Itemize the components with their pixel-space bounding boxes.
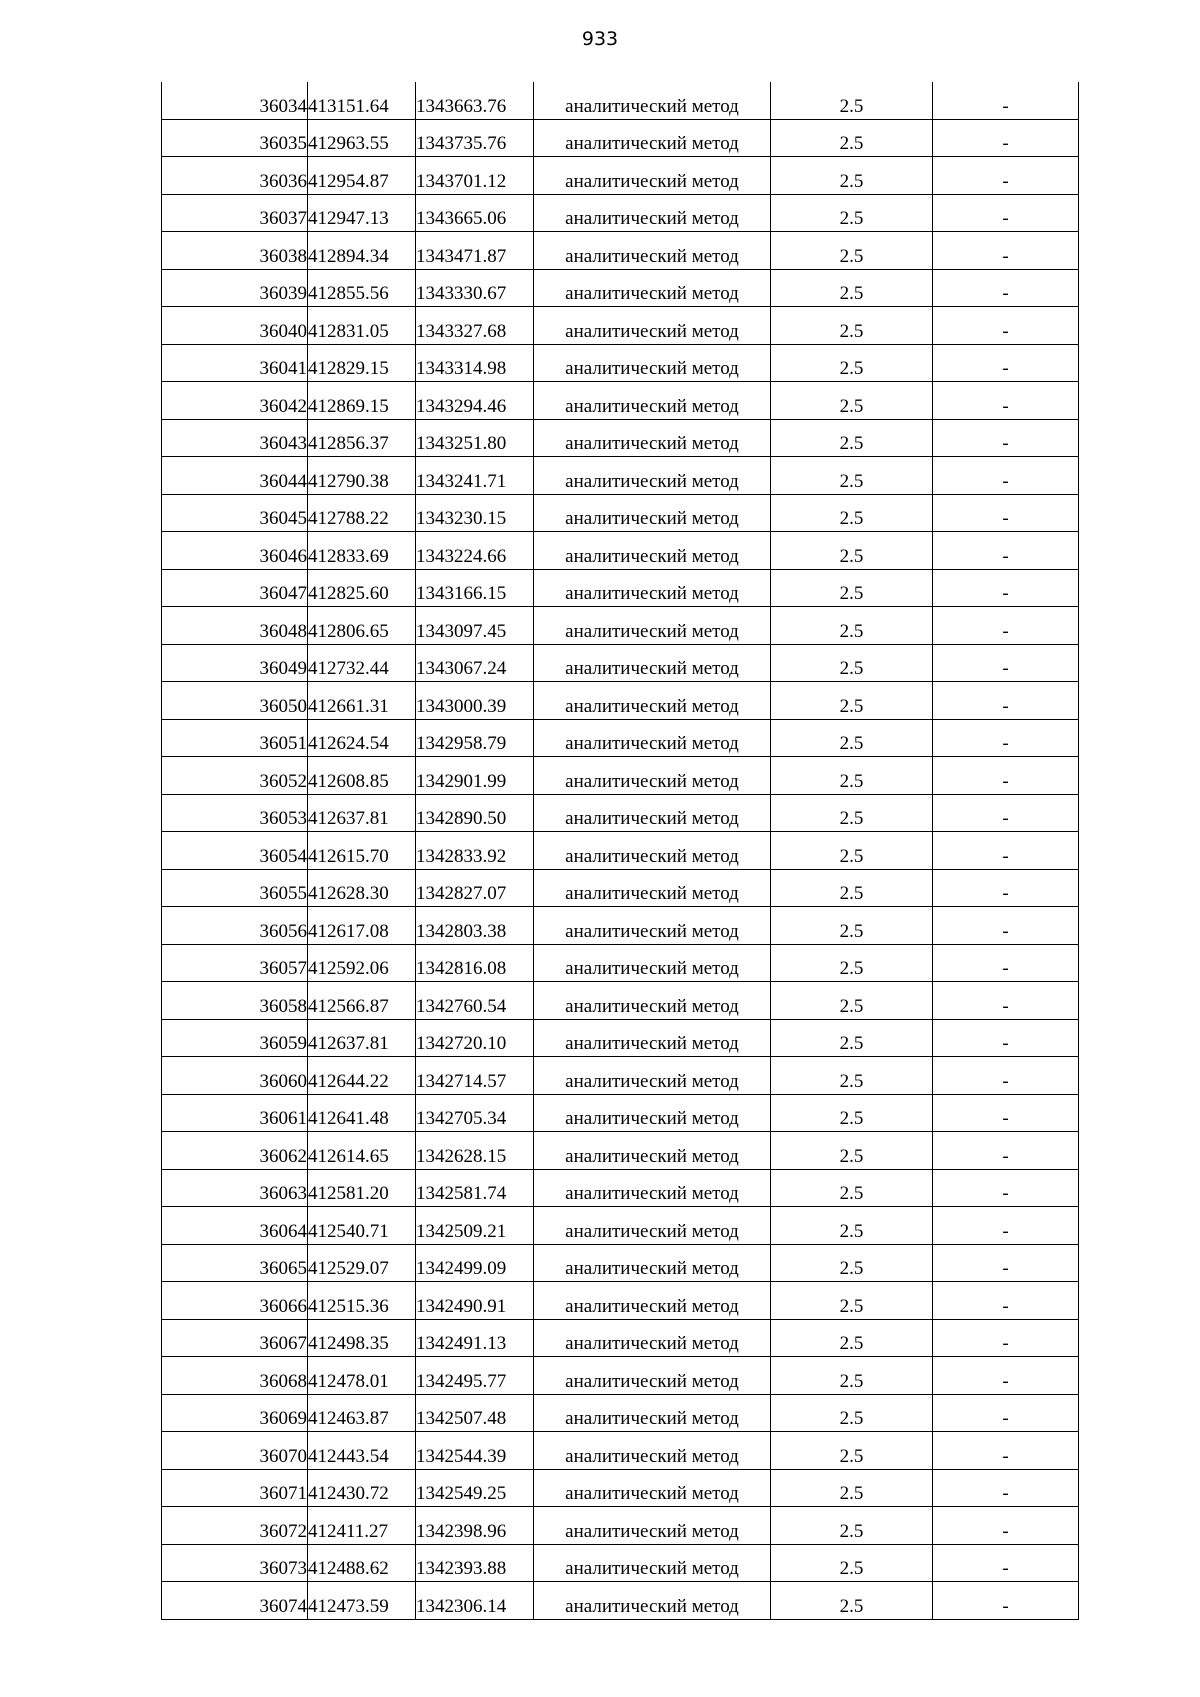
error-cell: 2.5 <box>771 1582 933 1620</box>
point-number-cell: 36072 <box>162 1507 308 1545</box>
note-cell: - <box>933 719 1079 757</box>
error-cell: 2.5 <box>771 419 933 457</box>
table-row <box>162 607 1079 645</box>
method-cell: аналитический метод <box>534 119 771 157</box>
x-coordinate-cell: 412581.20 <box>308 1169 416 1207</box>
error-cell: 2.5 <box>771 682 933 720</box>
error-cell: 2.5 <box>771 607 933 645</box>
table-row <box>162 719 1079 757</box>
table-row <box>162 644 1079 682</box>
point-number-cell: 36045 <box>162 494 308 532</box>
method-cell: аналитический метод <box>534 457 771 495</box>
method-cell: аналитический метод <box>534 794 771 832</box>
method-cell: аналитический метод <box>534 1319 771 1357</box>
point-number-cell: 36061 <box>162 1094 308 1132</box>
table-row <box>162 569 1079 607</box>
error-cell: 2.5 <box>771 569 933 607</box>
point-number-cell: 36074 <box>162 1582 308 1620</box>
method-cell: аналитический метод <box>534 1582 771 1620</box>
point-number-cell: 36054 <box>162 832 308 870</box>
table-row <box>162 1094 1079 1132</box>
table-row <box>162 382 1079 420</box>
x-coordinate-cell: 412411.27 <box>308 1507 416 1545</box>
error-cell: 2.5 <box>771 757 933 795</box>
note-cell: - <box>933 1357 1079 1395</box>
note-cell: - <box>933 307 1079 345</box>
point-number-cell: 36053 <box>162 794 308 832</box>
error-cell: 2.5 <box>771 1094 933 1132</box>
point-number-cell: 36065 <box>162 1244 308 1282</box>
point-number-cell: 36073 <box>162 1544 308 1582</box>
y-coordinate-cell: 1342581.74 <box>416 1169 534 1207</box>
note-cell: - <box>933 532 1079 570</box>
point-number-cell: 36067 <box>162 1319 308 1357</box>
method-cell: аналитический метод <box>534 194 771 232</box>
table-row <box>162 794 1079 832</box>
y-coordinate-cell: 1342803.38 <box>416 907 534 945</box>
error-cell: 2.5 <box>771 644 933 682</box>
point-number-cell: 36068 <box>162 1357 308 1395</box>
y-coordinate-cell: 1343735.76 <box>416 119 534 157</box>
method-cell: аналитический метод <box>534 1244 771 1282</box>
y-coordinate-cell: 1342705.34 <box>416 1094 534 1132</box>
point-number-cell: 36034 <box>162 82 308 119</box>
error-cell: 2.5 <box>771 157 933 195</box>
x-coordinate-cell: 412661.31 <box>308 682 416 720</box>
y-coordinate-cell: 1342398.96 <box>416 1507 534 1545</box>
x-coordinate-cell: 412515.36 <box>308 1282 416 1320</box>
note-cell: - <box>933 119 1079 157</box>
method-cell: аналитический метод <box>534 1057 771 1095</box>
y-coordinate-cell: 1342827.07 <box>416 869 534 907</box>
method-cell: аналитический метод <box>534 232 771 270</box>
y-coordinate-cell: 1343665.06 <box>416 194 534 232</box>
table-row <box>162 1019 1079 1057</box>
x-coordinate-cell: 412628.30 <box>308 869 416 907</box>
point-number-cell: 36063 <box>162 1169 308 1207</box>
x-coordinate-cell: 412608.85 <box>308 757 416 795</box>
method-cell: аналитический метод <box>534 1432 771 1470</box>
table-row <box>162 232 1079 270</box>
method-cell: аналитический метод <box>534 607 771 645</box>
table-row <box>162 1207 1079 1245</box>
y-coordinate-cell: 1343330.67 <box>416 269 534 307</box>
note-cell: - <box>933 419 1079 457</box>
error-cell: 2.5 <box>771 907 933 945</box>
method-cell: аналитический метод <box>534 82 771 119</box>
table-row <box>162 494 1079 532</box>
y-coordinate-cell: 1343471.87 <box>416 232 534 270</box>
method-cell: аналитический метод <box>534 682 771 720</box>
x-coordinate-cell: 412806.65 <box>308 607 416 645</box>
point-number-cell: 36040 <box>162 307 308 345</box>
error-cell: 2.5 <box>771 982 933 1020</box>
x-coordinate-cell: 412894.34 <box>308 232 416 270</box>
table-row <box>162 1469 1079 1507</box>
y-coordinate-cell: 1342495.77 <box>416 1357 534 1395</box>
y-coordinate-cell: 1342760.54 <box>416 982 534 1020</box>
method-cell: аналитический метод <box>534 532 771 570</box>
x-coordinate-cell: 412529.07 <box>308 1244 416 1282</box>
x-coordinate-cell: 412443.54 <box>308 1432 416 1470</box>
point-number-cell: 36043 <box>162 419 308 457</box>
point-number-cell: 36047 <box>162 569 308 607</box>
note-cell: - <box>933 344 1079 382</box>
y-coordinate-cell: 1342833.92 <box>416 832 534 870</box>
x-coordinate-cell: 412592.06 <box>308 944 416 982</box>
table-row <box>162 682 1079 720</box>
error-cell: 2.5 <box>771 1469 933 1507</box>
point-number-cell: 36058 <box>162 982 308 1020</box>
error-cell: 2.5 <box>771 1207 933 1245</box>
note-cell: - <box>933 832 1079 870</box>
method-cell: аналитический метод <box>534 419 771 457</box>
point-number-cell: 36064 <box>162 1207 308 1245</box>
x-coordinate-cell: 412624.54 <box>308 719 416 757</box>
note-cell: - <box>933 1207 1079 1245</box>
table-row <box>162 944 1079 982</box>
point-number-cell: 36035 <box>162 119 308 157</box>
note-cell: - <box>933 1432 1079 1470</box>
point-number-cell: 36038 <box>162 232 308 270</box>
note-cell: - <box>933 269 1079 307</box>
point-number-cell: 36039 <box>162 269 308 307</box>
method-cell: аналитический метод <box>534 832 771 870</box>
error-cell: 2.5 <box>771 232 933 270</box>
note-cell: - <box>933 1057 1079 1095</box>
table-row <box>162 1394 1079 1432</box>
note-cell: - <box>933 682 1079 720</box>
error-cell: 2.5 <box>771 1132 933 1170</box>
table-row <box>162 1507 1079 1545</box>
note-cell: - <box>933 1507 1079 1545</box>
table-row <box>162 419 1079 457</box>
table-row <box>162 1432 1079 1470</box>
note-cell: - <box>933 1132 1079 1170</box>
point-number-cell: 36049 <box>162 644 308 682</box>
y-coordinate-cell: 1342720.10 <box>416 1019 534 1057</box>
note-cell: - <box>933 1282 1079 1320</box>
x-coordinate-cell: 412790.38 <box>308 457 416 495</box>
table-row <box>162 757 1079 795</box>
point-number-cell: 36042 <box>162 382 308 420</box>
method-cell: аналитический метод <box>534 1094 771 1132</box>
error-cell: 2.5 <box>771 1507 933 1545</box>
x-coordinate-cell: 412498.35 <box>308 1319 416 1357</box>
point-number-cell: 36066 <box>162 1282 308 1320</box>
error-cell: 2.5 <box>771 457 933 495</box>
note-cell: - <box>933 757 1079 795</box>
y-coordinate-cell: 1342306.14 <box>416 1582 534 1620</box>
table-row <box>162 982 1079 1020</box>
method-cell: аналитический метод <box>534 869 771 907</box>
x-coordinate-cell: 412869.15 <box>308 382 416 420</box>
x-coordinate-cell: 412614.65 <box>308 1132 416 1170</box>
y-coordinate-cell: 1342628.15 <box>416 1132 534 1170</box>
error-cell: 2.5 <box>771 1019 933 1057</box>
point-number-cell: 36052 <box>162 757 308 795</box>
method-cell: аналитический метод <box>534 382 771 420</box>
x-coordinate-cell: 412954.87 <box>308 157 416 195</box>
y-coordinate-cell: 1342958.79 <box>416 719 534 757</box>
y-coordinate-cell: 1343097.45 <box>416 607 534 645</box>
error-cell: 2.5 <box>771 194 933 232</box>
x-coordinate-cell: 412825.60 <box>308 569 416 607</box>
table-row <box>162 1282 1079 1320</box>
error-cell: 2.5 <box>771 794 933 832</box>
error-cell: 2.5 <box>771 832 933 870</box>
table-row <box>162 832 1079 870</box>
error-cell: 2.5 <box>771 1282 933 1320</box>
method-cell: аналитический метод <box>534 569 771 607</box>
y-coordinate-cell: 1343224.66 <box>416 532 534 570</box>
note-cell: - <box>933 644 1079 682</box>
method-cell: аналитический метод <box>534 1169 771 1207</box>
point-number-cell: 36062 <box>162 1132 308 1170</box>
y-coordinate-cell: 1343327.68 <box>416 307 534 345</box>
table-row <box>162 532 1079 570</box>
x-coordinate-cell: 412566.87 <box>308 982 416 1020</box>
method-cell: аналитический метод <box>534 907 771 945</box>
method-cell: аналитический метод <box>534 1544 771 1582</box>
y-coordinate-cell: 1343166.15 <box>416 569 534 607</box>
method-cell: аналитический метод <box>534 644 771 682</box>
note-cell: - <box>933 794 1079 832</box>
note-cell: - <box>933 982 1079 1020</box>
x-coordinate-cell: 412644.22 <box>308 1057 416 1095</box>
error-cell: 2.5 <box>771 344 933 382</box>
y-coordinate-cell: 1342544.39 <box>416 1432 534 1470</box>
error-cell: 2.5 <box>771 307 933 345</box>
method-cell: аналитический метод <box>534 307 771 345</box>
y-coordinate-cell: 1342816.08 <box>416 944 534 982</box>
method-cell: аналитический метод <box>534 982 771 1020</box>
table-row <box>162 194 1079 232</box>
y-coordinate-cell: 1342509.21 <box>416 1207 534 1245</box>
table-row <box>162 1544 1079 1582</box>
error-cell: 2.5 <box>771 944 933 982</box>
table-row <box>162 1319 1079 1357</box>
method-cell: аналитический метод <box>534 344 771 382</box>
x-coordinate-cell: 412488.62 <box>308 1544 416 1582</box>
point-number-cell: 36069 <box>162 1394 308 1432</box>
note-cell: - <box>933 457 1079 495</box>
y-coordinate-cell: 1343067.24 <box>416 644 534 682</box>
y-coordinate-cell: 1343663.76 <box>416 82 534 119</box>
method-cell: аналитический метод <box>534 1019 771 1057</box>
table-row <box>162 1357 1079 1395</box>
y-coordinate-cell: 1342491.13 <box>416 1319 534 1357</box>
table-row <box>162 457 1079 495</box>
error-cell: 2.5 <box>771 1169 933 1207</box>
note-cell: - <box>933 82 1079 119</box>
point-number-cell: 36050 <box>162 682 308 720</box>
point-number-cell: 36056 <box>162 907 308 945</box>
note-cell: - <box>933 607 1079 645</box>
note-cell: - <box>933 157 1079 195</box>
note-cell: - <box>933 907 1079 945</box>
table-body <box>162 82 1079 1619</box>
error-cell: 2.5 <box>771 1432 933 1470</box>
point-number-cell: 36036 <box>162 157 308 195</box>
error-cell: 2.5 <box>771 1357 933 1395</box>
point-number-cell: 36060 <box>162 1057 308 1095</box>
method-cell: аналитический метод <box>534 1132 771 1170</box>
table-row <box>162 119 1079 157</box>
y-coordinate-cell: 1343701.12 <box>416 157 534 195</box>
error-cell: 2.5 <box>771 1244 933 1282</box>
x-coordinate-cell: 412947.13 <box>308 194 416 232</box>
error-cell: 2.5 <box>771 869 933 907</box>
error-cell: 2.5 <box>771 1057 933 1095</box>
error-cell: 2.5 <box>771 719 933 757</box>
method-cell: аналитический метод <box>534 1469 771 1507</box>
table-row <box>162 1582 1079 1620</box>
point-number-cell: 36044 <box>162 457 308 495</box>
point-number-cell: 36071 <box>162 1469 308 1507</box>
table-row <box>162 307 1079 345</box>
note-cell: - <box>933 944 1079 982</box>
table-row <box>162 1244 1079 1282</box>
point-number-cell: 36048 <box>162 607 308 645</box>
y-coordinate-cell: 1342490.91 <box>416 1282 534 1320</box>
method-cell: аналитический метод <box>534 944 771 982</box>
note-cell: - <box>933 569 1079 607</box>
method-cell: аналитический метод <box>534 1207 771 1245</box>
note-cell: - <box>933 494 1079 532</box>
table-row <box>162 269 1079 307</box>
coordinates-table <box>161 82 1079 1620</box>
note-cell: - <box>933 1169 1079 1207</box>
method-cell: аналитический метод <box>534 157 771 195</box>
error-cell: 2.5 <box>771 1394 933 1432</box>
note-cell: - <box>933 1544 1079 1582</box>
y-coordinate-cell: 1343241.71 <box>416 457 534 495</box>
y-coordinate-cell: 1342714.57 <box>416 1057 534 1095</box>
method-cell: аналитический метод <box>534 1394 771 1432</box>
y-coordinate-cell: 1342549.25 <box>416 1469 534 1507</box>
x-coordinate-cell: 412829.15 <box>308 344 416 382</box>
method-cell: аналитический метод <box>534 269 771 307</box>
y-coordinate-cell: 1343230.15 <box>416 494 534 532</box>
error-cell: 2.5 <box>771 532 933 570</box>
table-row <box>162 869 1079 907</box>
x-coordinate-cell: 412478.01 <box>308 1357 416 1395</box>
error-cell: 2.5 <box>771 1319 933 1357</box>
point-number-cell: 36041 <box>162 344 308 382</box>
note-cell: - <box>933 232 1079 270</box>
x-coordinate-cell: 412831.05 <box>308 307 416 345</box>
x-coordinate-cell: 412473.59 <box>308 1582 416 1620</box>
y-coordinate-cell: 1342507.48 <box>416 1394 534 1432</box>
point-number-cell: 36055 <box>162 869 308 907</box>
x-coordinate-cell: 412963.55 <box>308 119 416 157</box>
point-number-cell: 36046 <box>162 532 308 570</box>
error-cell: 2.5 <box>771 119 933 157</box>
method-cell: аналитический метод <box>534 494 771 532</box>
note-cell: - <box>933 1582 1079 1620</box>
x-coordinate-cell: 412637.81 <box>308 1019 416 1057</box>
table-row <box>162 1057 1079 1095</box>
x-coordinate-cell: 412617.08 <box>308 907 416 945</box>
x-coordinate-cell: 412732.44 <box>308 644 416 682</box>
x-coordinate-cell: 412637.81 <box>308 794 416 832</box>
page-number: 933 <box>581 28 619 50</box>
note-cell: - <box>933 1394 1079 1432</box>
point-number-cell: 36037 <box>162 194 308 232</box>
x-coordinate-cell: 412540.71 <box>308 1207 416 1245</box>
method-cell: аналитический метод <box>534 1507 771 1545</box>
method-cell: аналитический метод <box>534 719 771 757</box>
table-row <box>162 82 1079 119</box>
x-coordinate-cell: 412641.48 <box>308 1094 416 1132</box>
method-cell: аналитический метод <box>534 1282 771 1320</box>
point-number-cell: 36051 <box>162 719 308 757</box>
table-row <box>162 344 1079 382</box>
x-coordinate-cell: 412430.72 <box>308 1469 416 1507</box>
table-row <box>162 1169 1079 1207</box>
error-cell: 2.5 <box>771 82 933 119</box>
y-coordinate-cell: 1343000.39 <box>416 682 534 720</box>
note-cell: - <box>933 1094 1079 1132</box>
error-cell: 2.5 <box>771 382 933 420</box>
note-cell: - <box>933 1019 1079 1057</box>
point-number-cell: 36057 <box>162 944 308 982</box>
x-coordinate-cell: 413151.64 <box>308 82 416 119</box>
note-cell: - <box>933 1319 1079 1357</box>
error-cell: 2.5 <box>771 1544 933 1582</box>
note-cell: - <box>933 194 1079 232</box>
y-coordinate-cell: 1343314.98 <box>416 344 534 382</box>
y-coordinate-cell: 1342499.09 <box>416 1244 534 1282</box>
y-coordinate-cell: 1343251.80 <box>416 419 534 457</box>
note-cell: - <box>933 869 1079 907</box>
method-cell: аналитический метод <box>534 757 771 795</box>
error-cell: 2.5 <box>771 494 933 532</box>
error-cell: 2.5 <box>771 269 933 307</box>
x-coordinate-cell: 412833.69 <box>308 532 416 570</box>
table-row <box>162 1132 1079 1170</box>
note-cell: - <box>933 1244 1079 1282</box>
y-coordinate-cell: 1342890.50 <box>416 794 534 832</box>
x-coordinate-cell: 412463.87 <box>308 1394 416 1432</box>
method-cell: аналитический метод <box>534 1357 771 1395</box>
point-number-cell: 36059 <box>162 1019 308 1057</box>
table-row <box>162 157 1079 195</box>
note-cell: - <box>933 1469 1079 1507</box>
y-coordinate-cell: 1342393.88 <box>416 1544 534 1582</box>
x-coordinate-cell: 412856.37 <box>308 419 416 457</box>
note-cell: - <box>933 382 1079 420</box>
x-coordinate-cell: 412615.70 <box>308 832 416 870</box>
x-coordinate-cell: 412855.56 <box>308 269 416 307</box>
table-row <box>162 907 1079 945</box>
x-coordinate-cell: 412788.22 <box>308 494 416 532</box>
y-coordinate-cell: 1343294.46 <box>416 382 534 420</box>
y-coordinate-cell: 1342901.99 <box>416 757 534 795</box>
point-number-cell: 36070 <box>162 1432 308 1470</box>
